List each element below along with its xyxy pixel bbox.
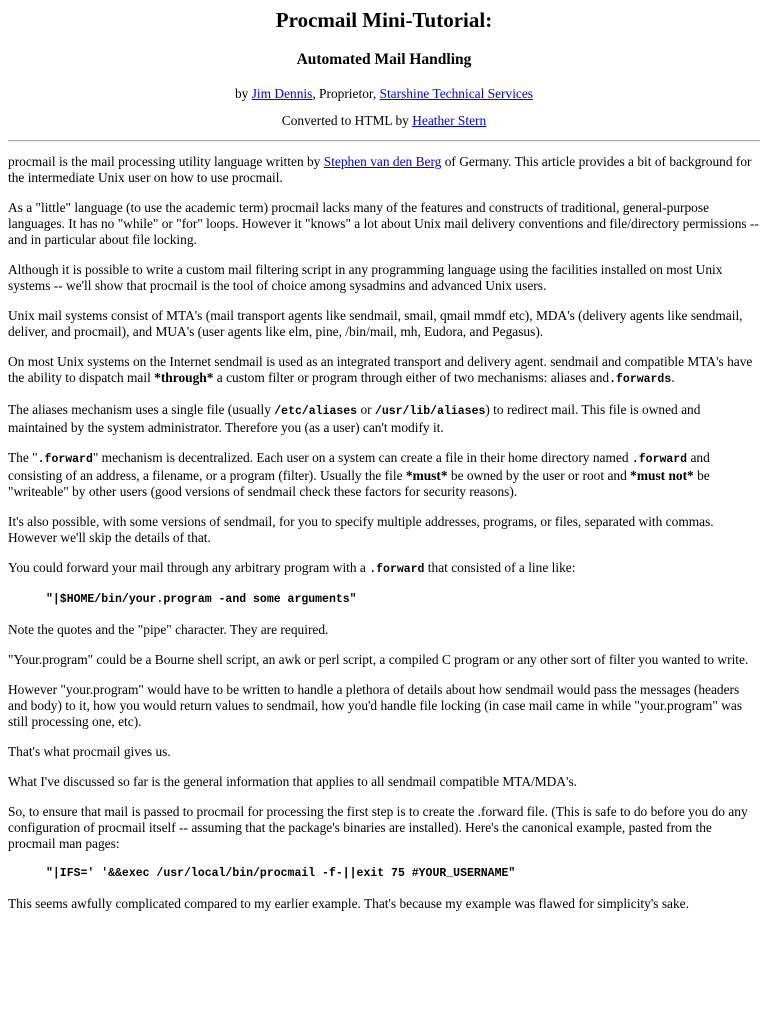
text: On most Unix systems on the Internet sendmail is used as an integrated transport and delivery agent. sendmail and compatible MTA's have the ability to dispatch mail	[8, 354, 753, 385]
paragraph-aliases	[8, 402, 760, 436]
paragraph-quotes: Note the quotes and the "pipe" character. They are required.	[8, 622, 329, 637]
paragraph-multiple: It's also possible, with some versions of sendmail, for you to specify multiple addresses, programs, or files, separated with commas. However we'll skip the details of that.	[8, 514, 714, 545]
emphasis: *must not*	[630, 468, 694, 483]
byline	[8, 86, 760, 102]
text: be "writeable" by other users (good versions of sendmail check these factors for security reasons).	[8, 468, 710, 499]
inline-code: .forward	[631, 453, 688, 466]
text: procmail is the mail processing utility language written by	[8, 154, 324, 169]
inline-code: .forwards	[609, 373, 672, 386]
text: ) to redirect mail. This file is owned and maintained by the system administrator. Therefore you (as a user) can't modify it.	[8, 402, 701, 435]
text: that consisted of a line like:	[424, 560, 576, 575]
paragraph-little-language: As a "little" language (to use the academic term) procmail lacks many of the features and constructs of traditional, general-purpose languages. It has no "while" or "for" loops. However it "knows" a lot about Unix mail delivery conventions and file/directory permissions -- and in particular about file locking.	[8, 200, 759, 247]
paragraph-your-program: "Your.program" could be a Bourne shell script, an awk or perl script, a compiled C program or any other sort of filter you wanted to write.	[8, 652, 749, 667]
divider	[8, 140, 760, 142]
emphasis: *must*	[405, 468, 448, 483]
byline-middle: , Proprietor,	[312, 86, 380, 101]
code-block-canonical-example: "|IFS=' '&&exec /usr/local/bin/procmail -f-||exit 75 #YOUR_USERNAME"	[46, 867, 516, 880]
text: or	[357, 402, 375, 417]
page-subtitle: Automated Mail Handling	[296, 51, 472, 68]
text: and consisting of an address, a filename, or a program (filter). Usually the file	[8, 450, 710, 483]
paragraph-plethora: However "your.program" would have to be written to handle a plethora of details about how sendmail would pass the messages (headers and body) to it, how you would return values to sendmail, how you'd handle file locking (in case mail came in while "your.program" was still processing one, etc).	[8, 682, 743, 729]
converted-prefix: Converted to HTML by	[281, 113, 413, 128]
paragraph-custom-script: Although it is possible to write a custom mail filtering script in any programming language using the facilities installed on most Unix systems -- we'll show that procmail is the tool of choice among sysadmins and advanced Unix users.	[8, 262, 723, 293]
inline-code: /etc/aliases	[274, 405, 358, 418]
author-link[interactable]: Jim Dennis	[251, 86, 313, 101]
paragraph-general-info: What I've discussed so far is the general information that applies to all sendmail compatible MTA/MDA's.	[8, 774, 577, 789]
byline-prefix: by	[234, 86, 252, 101]
text: .	[671, 370, 675, 385]
paragraph-mail-systems: Unix mail systems consist of MTA's (mail transport agents like sendmail, smail, qmail mmdf etc), MDA's (delivery agents like sendmail, deliver, and procmail), and MUA's (user agents like elm, pine, /bin/mail, mh, Eudora, and Pegasus).	[8, 308, 743, 339]
text: a custom filter or program through either of two mechanisms: aliases and	[213, 370, 610, 385]
paragraph-complicated: This seems awfully complicated compared to my earlier example. That's because my example was flawed for simplicity's sake.	[8, 896, 689, 911]
paragraph-intro	[8, 154, 760, 186]
paragraph-sendmail	[8, 354, 760, 388]
paragraph-arbitrary-program	[8, 560, 760, 578]
paragraph-procmail-gives: That's what procmail gives us.	[8, 744, 171, 759]
inline-code: .forward	[37, 453, 93, 466]
text: of Germany. This article provides a bit of background for the intermediate Unix user on how to use procmail.	[8, 154, 752, 185]
company-link[interactable]: Starshine Technical Services	[379, 86, 534, 101]
text: be owned by the user or root and	[447, 468, 631, 483]
inline-code: .forward	[369, 563, 425, 576]
paragraph-forward	[8, 450, 760, 500]
text: The aliases mechanism uses a single file (usually	[8, 402, 275, 417]
paragraph-ensure: So, to ensure that mail is passed to procmail for processing the first step is to create the .forward file. (This is safe to do before you do any configuration of procmail itself -- assuming that the package's binaries are installed). Here's the canonical example, pasted from the procmail man pages:	[8, 804, 748, 851]
stephen-link[interactable]: Stephen van den Berg	[323, 154, 442, 169]
text: The "	[8, 450, 38, 465]
converter-link[interactable]: Heather Stern	[412, 113, 487, 128]
inline-code: /usr/lib/aliases	[374, 405, 486, 418]
emphasis: *through*	[154, 370, 214, 385]
text: You could forward your mail through any arbitrary program with a	[8, 560, 370, 575]
page-title: Procmail Mini-Tutorial:	[275, 8, 493, 32]
document	[0, 8, 768, 912]
converted-line	[8, 113, 760, 129]
code-block-forward-example: "|$HOME/bin/your.program -and some arguments"	[46, 593, 357, 606]
text: " mechanism is decentralized. Each user on a system can create a file in their home directory named	[92, 450, 632, 465]
